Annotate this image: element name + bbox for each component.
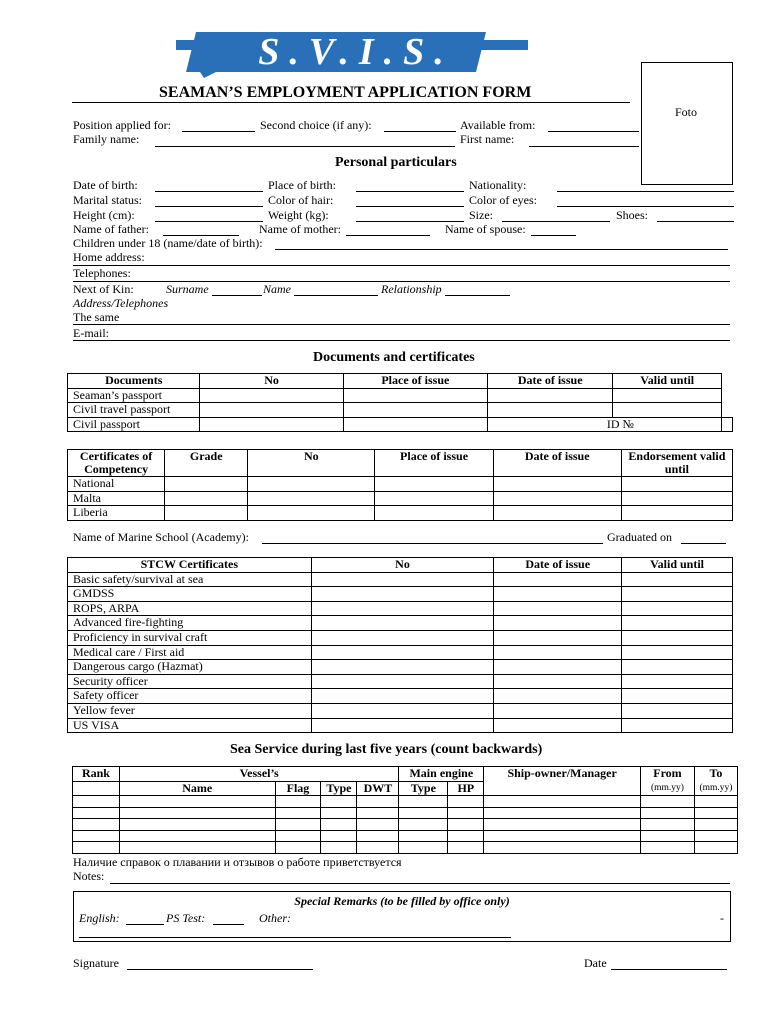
table-cell[interactable] <box>621 506 732 521</box>
table-cell[interactable] <box>493 477 621 492</box>
table-cell[interactable] <box>694 819 737 831</box>
photo-box[interactable] <box>641 62 733 185</box>
special-remarks-box <box>73 891 731 942</box>
table-cell[interactable] <box>622 616 733 631</box>
available-from-field[interactable] <box>548 131 639 132</box>
table-cell[interactable] <box>73 842 120 854</box>
spouse-label: Name of spouse: <box>445 222 526 236</box>
coc-header: Certificates of Competency <box>68 450 165 477</box>
table-cell[interactable] <box>641 842 695 854</box>
table-cell[interactable] <box>622 660 733 675</box>
table-cell[interactable] <box>494 674 622 689</box>
table-cell[interactable] <box>613 388 722 403</box>
table-cell[interactable] <box>622 645 733 660</box>
stcw-header: STCW Certificates <box>68 558 312 573</box>
dob-label: Date of birth: <box>73 178 138 192</box>
vessels-header: Vessel’s <box>119 767 398 782</box>
table-cell[interactable] <box>119 830 275 842</box>
table-row <box>68 616 733 631</box>
table-cell[interactable] <box>399 819 448 831</box>
ps-test-label: PS Test: <box>166 911 206 925</box>
remarks-dash: - <box>720 911 724 925</box>
marital-label: Marital status: <box>73 193 142 207</box>
rank-header: Rank <box>73 767 120 782</box>
family-name-label: Family name: <box>73 132 140 146</box>
notes-label: Notes: <box>73 869 105 883</box>
personal-heading: Personal particulars <box>335 155 457 170</box>
table-row <box>68 403 733 418</box>
table-cell[interactable] <box>200 417 343 432</box>
table-cell[interactable] <box>622 572 733 587</box>
table-cell[interactable] <box>275 819 321 831</box>
documents-header: Place of issue <box>343 374 487 389</box>
table-cell[interactable] <box>311 689 494 704</box>
coc-header: No <box>248 450 375 477</box>
documents-header: No <box>200 374 343 389</box>
ps-test-field[interactable] <box>213 924 244 925</box>
table-cell[interactable] <box>311 587 494 602</box>
spouse-field[interactable] <box>531 235 576 236</box>
table-cell[interactable] <box>375 506 493 521</box>
to-format: (mm.yy) <box>699 783 733 793</box>
table-cell[interactable] <box>73 830 120 842</box>
position-label: Position applied for: <box>73 118 171 132</box>
table-cell[interactable] <box>73 796 120 808</box>
table-cell[interactable] <box>311 660 494 675</box>
coc-header: Date of issue <box>493 450 621 477</box>
table-cell[interactable] <box>119 807 275 819</box>
sea-service-table <box>72 766 738 854</box>
table-row <box>73 830 738 842</box>
remarks-field[interactable] <box>79 937 511 938</box>
nationality-field[interactable] <box>557 191 734 192</box>
from-label: From <box>653 766 682 780</box>
email-label: E-mail: <box>73 326 109 340</box>
table-cell[interactable] <box>494 689 622 704</box>
table-cell[interactable] <box>311 601 494 616</box>
date-field[interactable] <box>611 969 727 970</box>
eyes-label: Color of eyes: <box>469 193 537 207</box>
signature-label: Signature <box>73 956 119 970</box>
mother-label: Name of mother: <box>259 222 341 236</box>
row-label: Advanced fire-fighting <box>68 616 312 631</box>
signature-field[interactable] <box>127 969 313 970</box>
table-cell[interactable] <box>641 796 695 808</box>
table-cell[interactable] <box>275 830 321 842</box>
row-label: Yellow fever <box>68 703 312 718</box>
table-cell[interactable] <box>484 842 641 854</box>
ship-owner-header: Ship-owner/Manager <box>484 767 641 796</box>
sea-service-heading: Sea Service during last five years (count backwards) <box>230 742 543 757</box>
table-cell[interactable] <box>641 819 695 831</box>
table-cell[interactable] <box>484 807 641 819</box>
family-name-field[interactable] <box>155 146 455 147</box>
first-name-label: First name: <box>460 132 515 146</box>
table-cell[interactable] <box>119 796 275 808</box>
table-cell[interactable] <box>613 403 722 418</box>
kin-name-field[interactable] <box>294 295 378 296</box>
next-of-kin-label: Next of Kin: <box>73 282 134 296</box>
table-cell[interactable] <box>357 807 399 819</box>
table-cell[interactable] <box>488 403 613 418</box>
coc-header: Endorsement valid until <box>621 450 732 477</box>
coc-table <box>67 449 733 521</box>
row-label: Medical care / First aid <box>68 645 312 660</box>
table-cell[interactable] <box>488 388 613 403</box>
rank-subheader <box>73 781 120 796</box>
row-label: Liberia <box>68 506 165 521</box>
row-label: Safety officer <box>68 689 312 704</box>
available-from-label: Available from: <box>460 118 536 132</box>
table-cell[interactable] <box>399 796 448 808</box>
mother-field[interactable] <box>346 235 430 236</box>
table-cell[interactable] <box>321 807 357 819</box>
marital-field[interactable] <box>155 206 263 207</box>
table-row <box>68 630 733 645</box>
height-field[interactable] <box>155 221 263 222</box>
table-cell[interactable] <box>248 477 375 492</box>
eyes-field[interactable] <box>557 206 734 207</box>
table-cell[interactable] <box>494 616 622 631</box>
relationship-label: Relationship <box>381 282 442 296</box>
graduated-label: Graduated on <box>607 530 672 544</box>
table-cell[interactable] <box>488 417 722 432</box>
row-label: National <box>68 477 165 492</box>
table-cell[interactable] <box>343 417 487 432</box>
table-cell[interactable] <box>694 796 737 808</box>
table-cell[interactable] <box>448 830 484 842</box>
table-cell[interactable] <box>311 630 494 645</box>
stcw-header: Valid until <box>622 558 733 573</box>
table-cell[interactable] <box>494 601 622 616</box>
nationality-label: Nationality: <box>469 178 527 192</box>
table-cell[interactable] <box>722 417 733 432</box>
shoes-label: Shoes: <box>616 208 649 222</box>
shoes-field[interactable] <box>657 221 734 222</box>
table-cell[interactable] <box>311 703 494 718</box>
first-name-field[interactable] <box>529 146 639 147</box>
table-cell[interactable] <box>494 703 622 718</box>
table-cell[interactable] <box>343 388 487 403</box>
table-cell[interactable] <box>321 842 357 854</box>
table-cell[interactable] <box>641 807 695 819</box>
table-row <box>68 506 733 521</box>
row-label: Seaman’s passport <box>68 388 200 403</box>
coc-header: Grade <box>165 450 248 477</box>
other-label: Other: <box>259 911 291 925</box>
table-row <box>68 674 733 689</box>
relationship-field[interactable] <box>445 295 510 296</box>
table-cell[interactable] <box>694 830 737 842</box>
the-same-text: The same <box>73 310 120 324</box>
table-cell[interactable] <box>311 645 494 660</box>
table-cell[interactable] <box>494 630 622 645</box>
table-cell[interactable] <box>493 491 621 506</box>
address-telephones-label: Address/Telephones <box>73 296 169 310</box>
table-cell[interactable] <box>694 842 737 854</box>
documents-header: Date of issue <box>488 374 613 389</box>
home-address-field[interactable] <box>73 265 730 266</box>
weight-label: Weight (kg): <box>268 208 329 222</box>
table-cell[interactable] <box>357 796 399 808</box>
row-label: Malta <box>68 491 165 506</box>
table-row <box>73 842 738 854</box>
row-label: Basic safety/survival at sea <box>68 572 312 587</box>
from-header <box>641 767 695 796</box>
photo-label: Foto <box>675 105 698 119</box>
table-row <box>68 587 733 602</box>
name-header: Name <box>119 781 275 796</box>
table-cell[interactable] <box>641 830 695 842</box>
table-cell[interactable] <box>484 830 641 842</box>
documents-header-row <box>68 374 733 389</box>
marine-school-label: Name of Marine School (Academy): <box>73 530 249 544</box>
table-row <box>73 819 738 831</box>
table-cell[interactable] <box>73 819 120 831</box>
engine-type-header: Type <box>399 781 448 796</box>
row-label: GMDSS <box>68 587 312 602</box>
type-header: Type <box>321 781 357 796</box>
table-cell[interactable] <box>357 842 399 854</box>
id-label: ID № <box>606 416 634 431</box>
table-cell[interactable] <box>494 587 622 602</box>
documents-header: Documents <box>68 374 200 389</box>
surname-label: Surname <box>166 282 209 296</box>
table-cell[interactable] <box>321 819 357 831</box>
children-label: Children under 18 (name/date of birth): <box>73 236 263 250</box>
row-label: Proficiency in survival craft <box>68 630 312 645</box>
table-cell[interactable] <box>622 601 733 616</box>
position-field[interactable] <box>182 131 255 132</box>
table-cell[interactable] <box>622 689 733 704</box>
row-label: US VISA <box>68 718 312 733</box>
stcw-table <box>67 557 733 733</box>
table-cell[interactable] <box>494 645 622 660</box>
row-label: Dangerous cargo (Hazmat) <box>68 660 312 675</box>
table-cell[interactable] <box>248 506 375 521</box>
table-cell[interactable] <box>321 830 357 842</box>
marine-school-field[interactable] <box>262 543 603 544</box>
table-row <box>68 645 733 660</box>
table-cell[interactable] <box>493 506 621 521</box>
stcw-header-row <box>68 558 733 573</box>
table-cell[interactable] <box>494 718 622 733</box>
table-cell[interactable] <box>343 403 487 418</box>
table-cell[interactable] <box>165 491 248 506</box>
logo-text: S.V.I.S. <box>258 31 454 73</box>
table-cell[interactable] <box>375 491 493 506</box>
table-cell[interactable] <box>275 807 321 819</box>
main-engine-header: Main engine <box>399 767 484 782</box>
row-label: Civil travel passport <box>68 403 200 418</box>
home-address-label: Home address: <box>73 250 145 264</box>
size-label: Size: <box>469 208 493 222</box>
table-cell[interactable] <box>357 819 399 831</box>
from-format: (mm.yy) <box>650 783 684 793</box>
dob-field[interactable] <box>155 191 263 192</box>
flag-header: Flag <box>275 781 321 796</box>
table-cell[interactable] <box>200 388 343 403</box>
table-cell[interactable] <box>165 477 248 492</box>
table-cell[interactable] <box>494 572 622 587</box>
table-row <box>68 572 733 587</box>
email-field[interactable] <box>73 340 730 341</box>
table-cell[interactable] <box>448 819 484 831</box>
stcw-header: No <box>311 558 494 573</box>
date-label: Date <box>584 956 607 970</box>
second-choice-label: Second choice (if any): <box>260 118 372 132</box>
table-cell[interactable] <box>321 796 357 808</box>
table-cell[interactable] <box>311 572 494 587</box>
to-label: To <box>709 766 723 780</box>
table-cell[interactable] <box>165 506 248 521</box>
children-field[interactable] <box>275 249 728 250</box>
table-cell[interactable] <box>399 807 448 819</box>
special-remarks-title: Special Remarks (to be filled by office only) <box>294 894 510 908</box>
table-cell[interactable] <box>621 477 732 492</box>
documents-header: Valid until <box>613 374 722 389</box>
height-label: Height (cm): <box>73 208 135 222</box>
table-row <box>68 601 733 616</box>
table-cell[interactable] <box>399 842 448 854</box>
table-cell[interactable] <box>275 842 321 854</box>
table-cell[interactable] <box>622 718 733 733</box>
father-label: Name of father: <box>73 222 149 236</box>
table-row <box>68 417 733 432</box>
row-label: Security officer <box>68 674 312 689</box>
hair-label: Color of hair: <box>268 193 334 207</box>
table-row <box>73 796 738 808</box>
table-cell[interactable] <box>622 587 733 602</box>
table-row <box>68 491 733 506</box>
table-cell[interactable] <box>311 616 494 631</box>
table-cell[interactable] <box>375 477 493 492</box>
to-header <box>694 767 737 796</box>
notes-field[interactable] <box>110 883 730 884</box>
documents-heading: Documents and certificates <box>313 350 475 365</box>
second-choice-field[interactable] <box>384 131 456 132</box>
table-cell[interactable] <box>694 807 737 819</box>
coc-header-row <box>68 450 733 477</box>
surname-field[interactable] <box>212 295 262 296</box>
title-underline <box>72 102 630 103</box>
row-label: Civil passport <box>68 417 200 432</box>
table-cell[interactable] <box>119 819 275 831</box>
sea-header-row <box>73 767 738 782</box>
page-title: SEAMAN’S EMPLOYMENT APPLICATION FORM <box>159 84 532 101</box>
graduated-field[interactable] <box>681 543 726 544</box>
table-cell[interactable] <box>73 807 120 819</box>
english-label: English: <box>79 911 120 925</box>
logo <box>176 32 528 78</box>
kin-name-label: Name <box>263 282 291 296</box>
table-cell[interactable] <box>448 796 484 808</box>
stcw-header: Date of issue <box>494 558 622 573</box>
kin-address-field[interactable] <box>73 324 730 325</box>
dwt-header: DWT <box>357 781 399 796</box>
table-cell[interactable] <box>399 830 448 842</box>
coc-header: Place of issue <box>375 450 493 477</box>
hp-header: HP <box>448 781 484 796</box>
table-cell[interactable] <box>622 703 733 718</box>
russian-note: Наличие справок о плавании и отзывов о работе приветствуется <box>73 855 402 869</box>
table-row <box>68 689 733 704</box>
table-cell[interactable] <box>248 491 375 506</box>
table-row <box>68 703 733 718</box>
pob-label: Place of birth: <box>268 178 336 192</box>
table-cell[interactable] <box>448 807 484 819</box>
row-label: ROPS, ARPA <box>68 601 312 616</box>
table-cell[interactable] <box>484 819 641 831</box>
table-cell[interactable] <box>275 796 321 808</box>
table-row <box>68 718 733 733</box>
table-cell[interactable] <box>200 403 343 418</box>
table-cell[interactable] <box>357 830 399 842</box>
table-cell[interactable] <box>621 491 732 506</box>
table-row <box>73 807 738 819</box>
table-row <box>68 477 733 492</box>
pob-field[interactable] <box>356 191 464 192</box>
table-cell[interactable] <box>311 674 494 689</box>
documents-table <box>67 373 733 432</box>
table-row <box>68 660 733 675</box>
english-field[interactable] <box>126 924 164 925</box>
table-cell[interactable] <box>119 842 275 854</box>
table-cell[interactable] <box>622 674 733 689</box>
telephones-label: Telephones: <box>73 266 131 280</box>
table-row <box>68 388 733 403</box>
table-cell[interactable] <box>448 842 484 854</box>
table-cell[interactable] <box>311 718 494 733</box>
table-cell[interactable] <box>494 660 622 675</box>
table-cell[interactable] <box>622 630 733 645</box>
table-cell[interactable] <box>484 796 641 808</box>
hair-field[interactable] <box>356 206 464 207</box>
